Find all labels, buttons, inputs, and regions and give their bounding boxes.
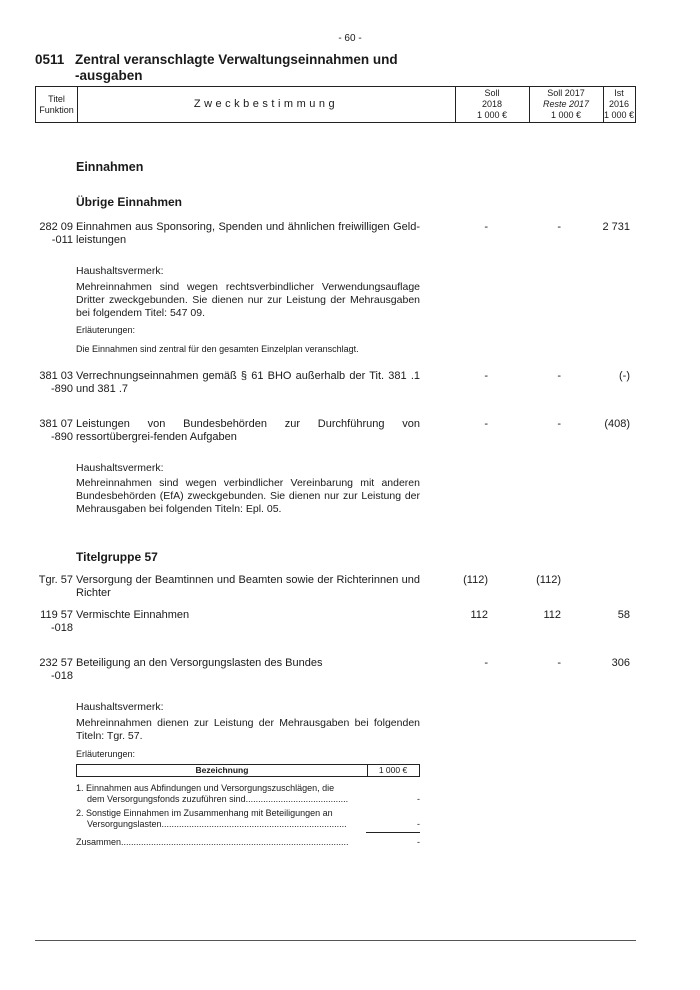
sum-rule xyxy=(366,832,420,833)
section-titelgruppe-57: Titelgruppe 57 xyxy=(76,550,158,564)
row-value-ist: (408) xyxy=(604,418,630,430)
haushaltsvermerk-label: Haushaltsvermerk: xyxy=(76,462,164,474)
row-value-2018: - xyxy=(484,221,488,233)
row-value-2018: 112 xyxy=(470,609,488,621)
row-value-ist: 58 xyxy=(617,609,630,621)
header-zweckbestimmung: Zweckbestimmung xyxy=(77,87,456,122)
row-title-number: Tgr. 57 xyxy=(38,574,73,586)
row-value-2017: - xyxy=(557,418,561,430)
haushaltsvermerk-text: Mehreinnahmen sind wegen verbindlicher Vereinbarung mit anderen Bundesbehörden (EfA) zweckgebunden. Sie dienen nur zur Leistung der Mehrausgaben bei folgenden Titeln: Epl. 05. xyxy=(76,477,420,515)
row-title-number: 282 09 -011 xyxy=(39,221,73,246)
row-title-number: 232 57 -018 xyxy=(39,657,73,682)
table-sum-value: - xyxy=(417,837,420,847)
header-titel-funktion: Titel Funktion xyxy=(36,87,78,122)
chapter-title-line2: -ausgaben xyxy=(75,68,143,83)
header-ist-2016: Ist 2016 1 000 € xyxy=(603,88,635,120)
row-title-number: 119 57 -018 xyxy=(40,609,73,634)
row-value-ist: 2 731 xyxy=(602,221,630,233)
row-description: Leistungen von Bundesbehörden zur Durchführung von ressortübergrei-fenden Aufgaben xyxy=(76,418,420,443)
footer-rule xyxy=(35,940,636,941)
section-einnahmen: Einnahmen xyxy=(76,160,144,174)
table-col-unit: 1 000 € xyxy=(378,765,408,775)
row-value-2018: - xyxy=(484,657,488,669)
section-uebrige-einnahmen: Übrige Einnahmen xyxy=(76,195,183,209)
chapter-number: 0511 xyxy=(35,52,65,67)
erlaeuterungen-table-header xyxy=(76,764,420,777)
row-title-number: 381 03 -890 xyxy=(39,370,73,395)
row-value-ist: 306 xyxy=(611,657,630,669)
haushaltsvermerk-label: Haushaltsvermerk: xyxy=(76,265,164,277)
row-value-2018: (112) xyxy=(463,574,488,586)
row-value-2017: - xyxy=(557,370,561,382)
haushaltsvermerk-text: Mehreinnahmen sind wegen rechtsverbindlicher Verwendungsauflage Dritter zweckgebunden. Sie dienen nur zur Leistung der Mehrausgaben bei folgendem Titel: 547 09. xyxy=(76,281,420,319)
row-description: Einnahmen aus Sponsoring, Spenden und ähnlichen freiwilligen Geld-leistungen xyxy=(76,221,420,246)
header-soll-2018: Soll 2018 1 000 € xyxy=(455,87,530,122)
row-description: Vermischte Einnahmen xyxy=(76,609,190,621)
row-description: Verrechnungseinnahmen gemäß § 61 BHO außerhalb der Tit. 381 .1 und 381 .7 xyxy=(76,370,420,395)
chapter-heading xyxy=(35,52,398,84)
erlaeuterungen-label: Erläuterungen: xyxy=(76,325,136,335)
table-sum-label: Zusammen........................................................................................... xyxy=(76,837,349,847)
row-title-number: 381 07 -890 xyxy=(39,418,73,443)
table-row-value: - xyxy=(417,819,420,829)
haushaltsvermerk-label: Haushaltsvermerk: xyxy=(76,701,164,713)
column-header xyxy=(35,86,636,123)
row-description: Versorgung der Beamtinnen und Beamten sowie der Richterinnen und Richter xyxy=(76,574,420,599)
row-value-ist: (-) xyxy=(619,370,630,382)
row-value-2018: - xyxy=(484,370,488,382)
erlaeuterungen-text: Die Einnahmen sind zentral für den gesamten Einzelplan veranschlagt. xyxy=(76,344,359,354)
header-soll-2017: Soll 2017 Reste 2017 1 000 € xyxy=(529,87,604,122)
row-value-2017: - xyxy=(557,221,561,233)
row-value-2018: - xyxy=(484,418,488,430)
row-value-2017: 112 xyxy=(543,609,561,621)
chapter-title-line1: Zentral veranschlagte Verwaltungseinnahmen und xyxy=(75,52,398,67)
table-col-bezeichnung: Bezeichnung xyxy=(77,765,368,776)
row-value-2017: (112) xyxy=(536,574,561,586)
row-value-2017: - xyxy=(557,657,561,669)
table-row: 2. Sonstige Einnahmen im Zusammenhang mit Beteiligungen an Versorgungslasten.......................................................................... xyxy=(76,808,347,829)
row-description: Beteiligung an den Versorgungslasten des Bundes xyxy=(76,657,323,669)
erlaeuterungen-label: Erläuterungen: xyxy=(76,749,136,759)
page-number: - 60 - xyxy=(338,33,362,44)
table-row-value: - xyxy=(417,794,420,804)
table-row: 1. Einnahmen aus Abfindungen und Versorgungszuschlägen, die dem Versorgungsfonds zuzuführen sind......................................... xyxy=(76,783,349,804)
haushaltsvermerk-text: Mehreinnahmen dienen zur Leistung der Mehrausgaben bei folgenden Titeln: Tgr. 57. xyxy=(76,717,420,742)
